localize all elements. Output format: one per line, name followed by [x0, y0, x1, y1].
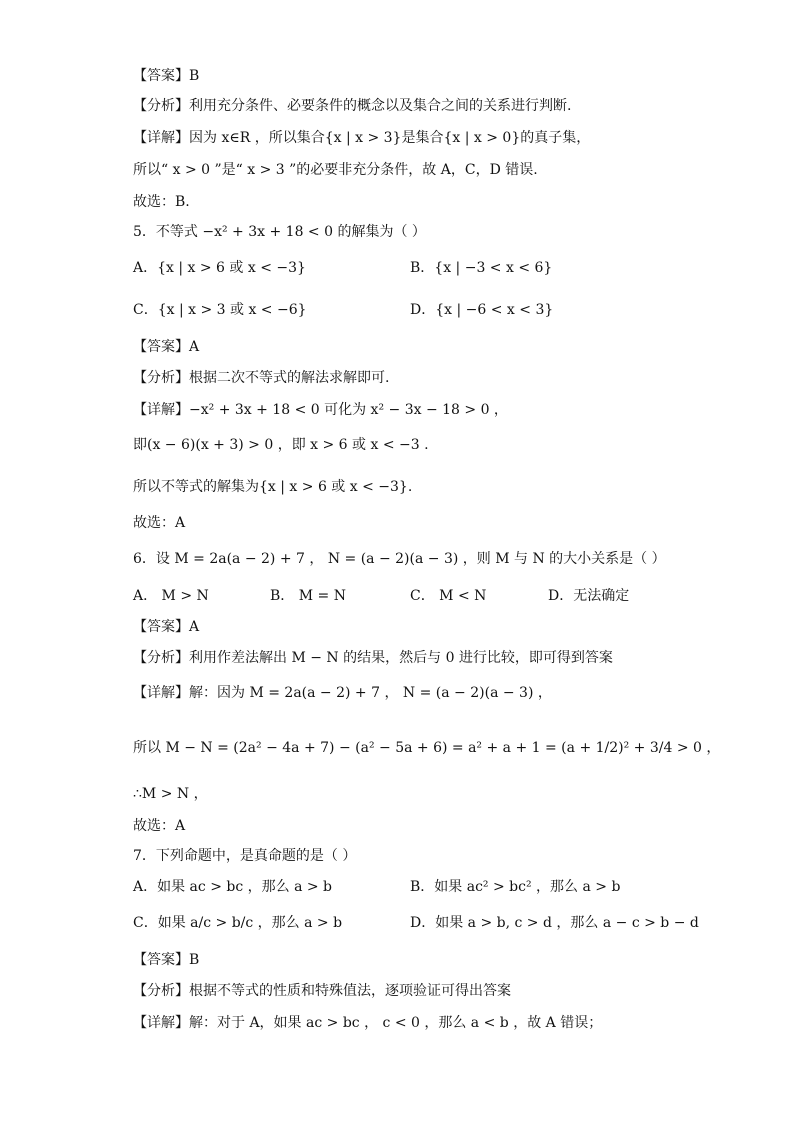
analysis-line: 【分析】根据二次不等式的解法求解即可. — [133, 370, 390, 386]
answer-line: 【答案】A — [133, 619, 200, 635]
detail-line: 所以“ x > 0 ”是“ x > 3 ”的必要非充分条件，故 A，C，D 错误. — [133, 162, 538, 178]
q7-option-b: B．如果 ac² > bc² ，那么 a > b — [410, 879, 621, 895]
analysis-line: 【分析】利用充分条件、必要条件的概念以及集合之间的关系进行判断. — [133, 98, 572, 114]
detail-line: 【详解】解：因为 M = 2a(a − 2) + 7 ， N = (a − 2)(a − 3) ， — [133, 685, 552, 701]
q6-option-d: D．无法确定 — [548, 588, 630, 604]
detail-line: 所以不等式的解集为{x | x > 6 或 x < −3}. — [133, 479, 413, 495]
choice-line: 故选：A — [133, 818, 186, 834]
q6-option-b: B． M = N — [270, 588, 346, 604]
detail-line: 【详解】因为 x∈R ，所以集合{x | x > 3}是集合{x | x > 0}的真子集， — [133, 130, 591, 146]
q5-option-b: B．{x | −3 < x < 6} — [410, 260, 553, 276]
answer-line: 【答案】A — [133, 339, 200, 355]
answer-line: 【答案】B — [133, 952, 200, 968]
choice-line: 故选：B. — [133, 194, 190, 210]
q5-option-a: A．{x | x > 6 或 x < −3} — [133, 260, 306, 276]
detail-line: 【详解】解：对于 A，如果 ac > bc ， c < 0 ，那么 a < b ，故 A 错误； — [133, 1015, 603, 1031]
analysis-line: 【分析】根据不等式的性质和特殊值法，逐项验证可得出答案 — [133, 983, 511, 999]
detail-line: 即(x − 6)(x + 3) > 0 ，即 x > 6 或 x < −3 . — [133, 437, 429, 453]
q7-option-d: D．如果 a > b, c > d ，那么 a − c > b − d — [410, 915, 699, 931]
answer-line: 【答案】B — [133, 68, 200, 84]
q6-option-a: A． M > N — [133, 588, 209, 604]
question-6: 6．设 M = 2a(a − 2) + 7 ， N = (a − 2)(a − 3) ，则 M 与 N 的大小关系是（ ） — [133, 551, 666, 567]
detail-line: 【详解】−x² + 3x + 18 < 0 可化为 x² − 3x − 18 > 0 ， — [133, 402, 508, 418]
detail-line: 所以 M − N = (2a² − 4a + 7) − (a² − 5a + 6) = a² + a + 1 = (a + 1/2)² + 3/4 > 0 ， — [133, 740, 721, 756]
q7-option-a: A．如果 ac > bc ，那么 a > b — [133, 879, 333, 895]
analysis-line: 【分析】利用作差法解出 M − N 的结果，然后与 0 进行比较，即可得到答案 — [133, 650, 613, 666]
question-7: 7．下列命题中，是真命题的是（ ） — [133, 848, 357, 864]
q7-option-c: C．如果 a/c > b/c ，那么 a > b — [133, 915, 343, 931]
q5-option-d: D．{x | −6 < x < 3} — [410, 302, 554, 318]
question-5: 5．不等式 −x² + 3x + 18 < 0 的解集为（ ） — [133, 224, 426, 240]
detail-line: ∴M > N ， — [133, 786, 208, 802]
choice-line: 故选：A — [133, 515, 186, 531]
q6-option-c: C． M < N — [410, 588, 487, 604]
q5-option-c: C．{x | x > 3 或 x < −6} — [133, 302, 307, 318]
